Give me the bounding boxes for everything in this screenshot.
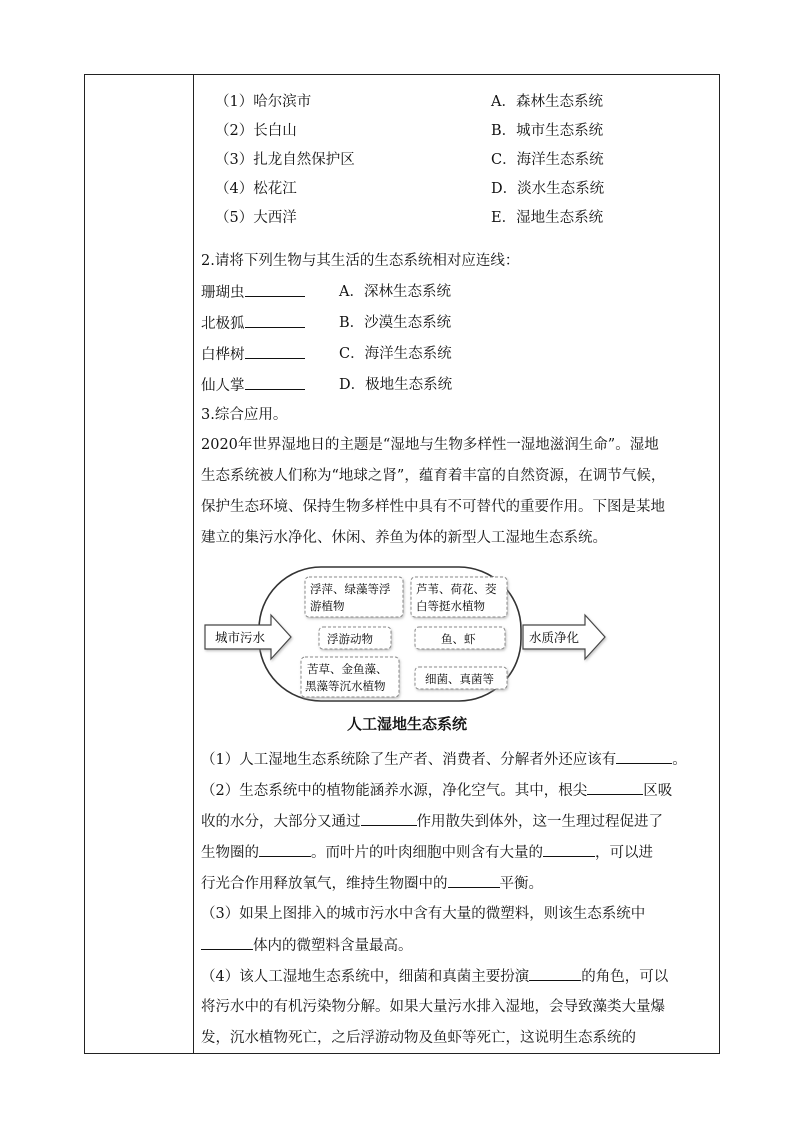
submerged-plants-text-2: 黑藻等沉水植物 bbox=[305, 679, 386, 693]
answer-blank[interactable] bbox=[361, 811, 417, 826]
q1-right-4: D．淡水生态系统 bbox=[491, 181, 605, 197]
q3-sub4-line1 bbox=[201, 966, 668, 987]
answer-blank[interactable] bbox=[448, 873, 500, 888]
submerged-plants-text-1: 苦草、金鱼藻、 bbox=[307, 662, 388, 676]
answer-blank[interactable] bbox=[259, 842, 311, 857]
answer-blank[interactable] bbox=[245, 282, 305, 297]
emergent-plants-text-2: 白等挺水植物 bbox=[416, 599, 485, 613]
answer-blank[interactable] bbox=[245, 375, 305, 390]
answer-blank[interactable] bbox=[543, 842, 595, 857]
text: 行光合作用释放氧气，维持生物圈中的 bbox=[201, 876, 448, 892]
q3-sub2-line3 bbox=[201, 842, 653, 863]
q3-intro-2: 生态系统被人们称为“地球之肾”，蕴育着丰富的自然资源，在调节气候， bbox=[201, 468, 666, 484]
inlet-label: 城市污水 bbox=[215, 630, 266, 645]
q3-intro-4: 建立的集污水净化、休闲、养鱼为体的新型人工湿地生态系统。 bbox=[201, 530, 607, 546]
q2-option-3: C．海洋生态系统 bbox=[339, 346, 452, 362]
q3-sub2-line1 bbox=[201, 780, 672, 801]
q2-option-2: B．沙漠生态系统 bbox=[339, 315, 452, 331]
zooplankton-text: 浮游动物 bbox=[327, 632, 373, 646]
worksheet-table bbox=[84, 74, 720, 1054]
text: 。而叶片的叶肉细胞中则含有大量的 bbox=[311, 845, 543, 861]
outlet-label: 水质净化 bbox=[529, 630, 580, 645]
q1-left-3: （3）扎龙自然保护区 bbox=[215, 152, 355, 168]
q2-item-3: 白桦树 bbox=[201, 347, 245, 363]
answer-blank[interactable] bbox=[616, 749, 672, 764]
q1-left-2: （2）长白山 bbox=[215, 123, 297, 139]
q1-right-1: A．森林生态系统 bbox=[491, 94, 603, 110]
floating-plants-text-1: 浮萍、绿藻等浮 bbox=[310, 582, 391, 596]
text: 体内的微塑料含量最高。 bbox=[253, 938, 413, 954]
decomposers-text: 细菌、真菌等 bbox=[425, 672, 494, 686]
q3-sub1-text: （1）人工湿地生态系统除了生产者、消费者、分解者外还应该有 bbox=[201, 752, 617, 768]
answer-blank[interactable] bbox=[245, 313, 305, 328]
answer-blank[interactable] bbox=[529, 966, 581, 981]
text: 收的水分，大部分又通过 bbox=[201, 814, 361, 830]
text: 生物圈的 bbox=[201, 845, 259, 861]
q1-right-5: E．湿地生态系统 bbox=[491, 210, 604, 226]
q3-sub3-line1: （3）如果上图排入的城市污水中含有大量的微塑料，则该生态系统中 bbox=[201, 906, 646, 922]
answer-blank[interactable] bbox=[201, 935, 253, 950]
answer-blank[interactable] bbox=[245, 344, 305, 359]
q1-left-5: （5）大西洋 bbox=[215, 210, 297, 226]
q2-option-1: A．深林生态系统 bbox=[339, 284, 451, 300]
text: （2）生态系统中的植物能涵养水源，净化空气。其中，根尖 bbox=[201, 783, 588, 799]
answer-blank[interactable] bbox=[587, 780, 643, 795]
q2-item-4: 仙人掌 bbox=[201, 378, 245, 394]
q3-sub4-line2: 将污水中的有机污染物分解。如果大量污水排入湿地，会导致藻类大量爆 bbox=[201, 999, 665, 1015]
text: 的角色，可以 bbox=[581, 969, 669, 985]
text: 作用散失到体外，这一生理过程促进了 bbox=[416, 814, 663, 830]
floating-plants-text-2: 游植物 bbox=[310, 599, 345, 613]
q1-right-2: B．城市生态系统 bbox=[491, 123, 604, 139]
q1-left-4: （4）松花江 bbox=[215, 181, 297, 197]
text: （4）该人工湿地生态系统中，细菌和真菌主要扮演 bbox=[201, 969, 530, 985]
q3-sub3-line2 bbox=[201, 935, 413, 956]
q2-row-4 bbox=[201, 375, 453, 396]
q2-item-1: 珊瑚虫 bbox=[201, 285, 245, 301]
fish-text: 鱼、虾 bbox=[441, 632, 476, 646]
q1-right-3: C．海洋生态系统 bbox=[491, 152, 604, 168]
q3-title: 3.综合应用。 bbox=[201, 407, 288, 423]
diagram-title: 人工湿地生态系统 bbox=[347, 715, 468, 733]
q2-title: 2.请将下列生物与其生活的生态系统相对应连线： bbox=[201, 253, 520, 269]
q2-option-4: D．极地生态系统 bbox=[339, 377, 453, 393]
q3-sub1-end: 。 bbox=[672, 752, 687, 768]
q3-sub1 bbox=[201, 749, 687, 770]
q2-row-1 bbox=[201, 282, 451, 303]
q1-left-1: （1）哈尔滨市 bbox=[215, 94, 312, 110]
q2-row-3 bbox=[201, 344, 452, 365]
column-divider bbox=[193, 75, 194, 1053]
q3-intro-1: 2020年世界湿地日的主题是“湿地与生物多样性一湿地滋润生命”。湿地 bbox=[201, 437, 659, 453]
q3-sub2-line2 bbox=[201, 811, 663, 832]
text: 平衡。 bbox=[499, 876, 543, 892]
emergent-plants-text-1: 芦苇、荷花、茭 bbox=[416, 582, 497, 596]
q2-item-2: 北极狐 bbox=[201, 316, 245, 332]
text: ，可以进 bbox=[595, 845, 653, 861]
q3-intro-3: 保护生态环境、保持生物多样性中具有不可替代的重要作用。下图是某地 bbox=[201, 499, 665, 515]
text: 区吸 bbox=[643, 783, 673, 799]
q3-sub4-line3: 发，沉水植物死亡，之后浮游动物及鱼虾等死亡，这说明生态系统的 bbox=[201, 1030, 636, 1046]
q3-sub2-line4 bbox=[201, 873, 543, 894]
q2-row-2 bbox=[201, 313, 452, 334]
